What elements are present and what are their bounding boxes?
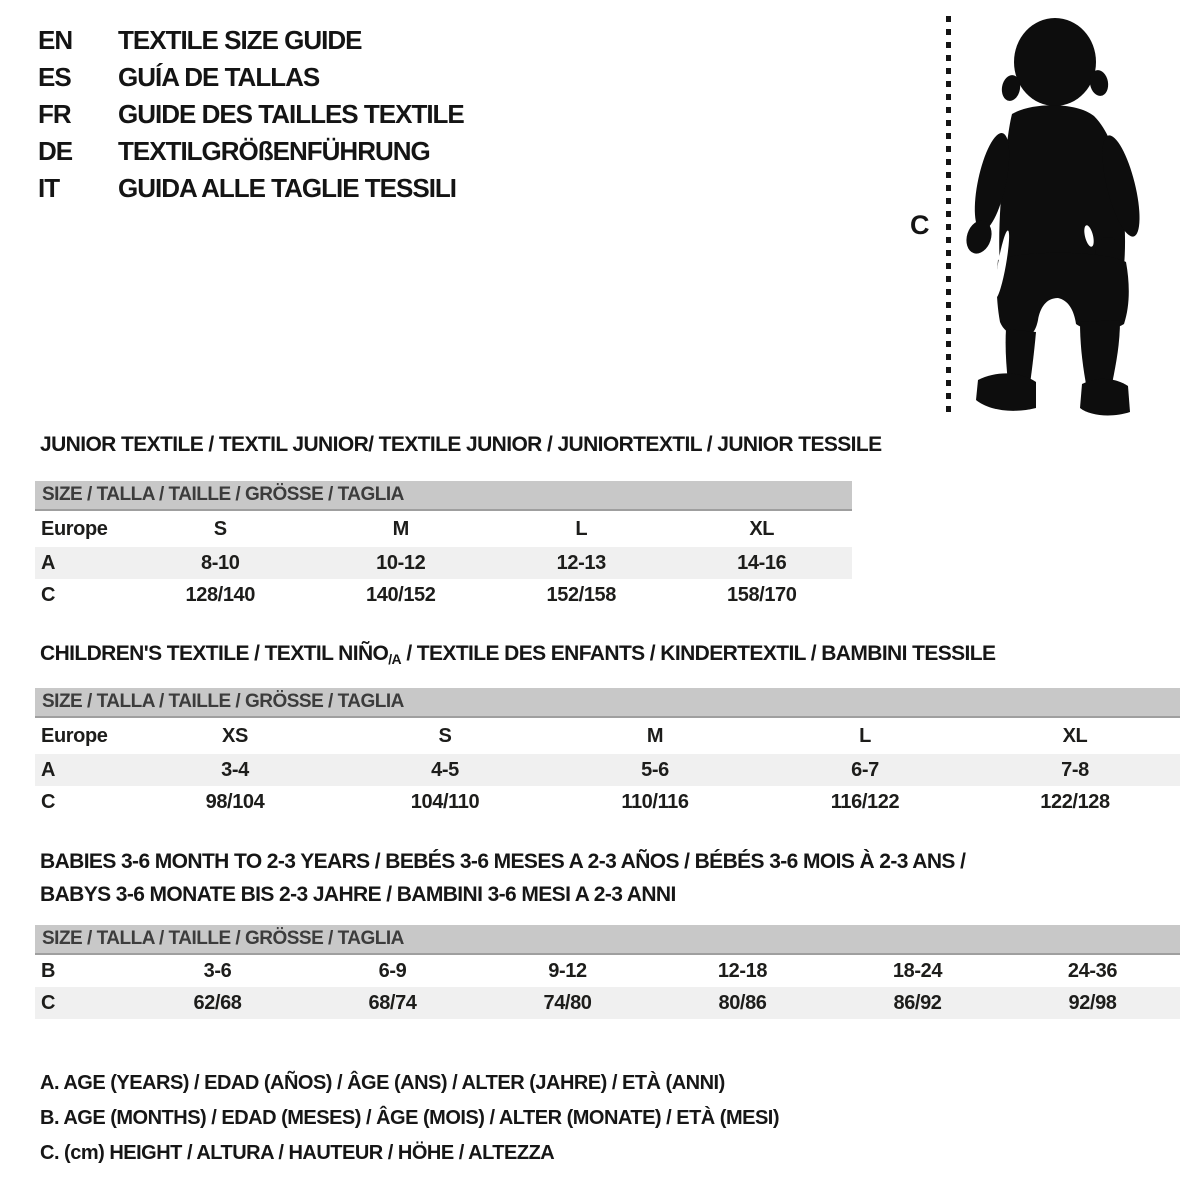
- table-row: [35, 954, 1180, 987]
- row-label: A: [35, 547, 130, 579]
- legend-line-b: B. AGE (MONTHS) / EDAD (MESES) / ÂGE (MOIS) / ALTER (MONATE) / ETÀ (MESI): [40, 1107, 780, 1129]
- height-cell: 158/170: [727, 583, 797, 606]
- lang-row-en: [38, 22, 464, 59]
- children-title-sub: /A: [388, 651, 402, 667]
- row-label: B: [41, 959, 56, 982]
- row-label: Europe: [41, 517, 108, 540]
- junior-section-title: JUNIOR TEXTILE / TEXTIL JUNIOR/ TEXTILE JUNIOR / JUNIORTEXTIL / JUNIOR TESSILE: [40, 433, 882, 456]
- babies-title-line2: BABYS 3-6 MONATE BIS 2-3 JAHRE / BAMBINI 3-6 MESI A 2-3 ANNI: [40, 883, 676, 906]
- size-cell: L: [859, 724, 871, 747]
- children-title-part2: / TEXTILE DES ENFANTS / KINDERTEXTIL / BAMBINI TESSILE: [401, 642, 996, 665]
- babies-size-table: [35, 925, 1180, 1019]
- lang-row-it: [38, 170, 464, 207]
- row-label: Europe: [41, 724, 108, 747]
- age-months-cell: 18-24: [892, 959, 943, 982]
- lang-code: DE: [38, 136, 73, 166]
- height-measure-label: C: [910, 210, 930, 240]
- table-header-row: [35, 481, 852, 510]
- language-title-list: [38, 22, 464, 207]
- babies-title-line1: BABIES 3-6 MONTH TO 2-3 YEARS / BEBÉS 3-6 MESES A 2-3 AÑOS / BÉBÉS 3-6 MOIS À 2-3 ANS /: [40, 850, 966, 873]
- children-section-title: [40, 642, 995, 667]
- table-header-row: [35, 688, 1180, 717]
- row-label: C: [35, 987, 130, 1019]
- age-cell: 5-6: [550, 754, 760, 786]
- measurement-legend: [40, 1066, 779, 1171]
- age-cell: 10-12: [311, 547, 492, 579]
- lang-code: IT: [38, 173, 60, 203]
- age-months-cell: 12-18: [717, 959, 768, 982]
- row-label: C: [41, 790, 56, 813]
- lang-title: GUIDA ALLE TAGLIE TESSILI: [118, 173, 457, 203]
- lang-title: GUIDE DES TAILLES TEXTILE: [118, 99, 464, 129]
- lang-code: ES: [38, 62, 71, 92]
- age-months-cell: 9-12: [548, 959, 587, 982]
- legend-line-a: A. AGE (YEARS) / EDAD (AÑOS) / ÂGE (ANS) / ALTER (JAHRE) / ETÀ (ANNI): [40, 1072, 725, 1094]
- lang-row-fr: [38, 96, 464, 133]
- height-cell: 62/68: [130, 987, 305, 1019]
- lang-title: TEXTILGRÖßENFÜHRUNG: [118, 136, 430, 166]
- table-row: [35, 579, 852, 611]
- table-header-row: [35, 925, 1180, 954]
- babies-section-title: [40, 845, 965, 911]
- age-cell: 12-13: [491, 547, 672, 579]
- height-cell: 104/110: [410, 790, 480, 813]
- height-cell: 128/140: [185, 583, 255, 606]
- age-months-cell: 6-9: [378, 959, 407, 982]
- toddler-silhouette-icon: [962, 14, 1152, 426]
- height-cell: 116/122: [830, 790, 900, 813]
- table-row: [35, 547, 852, 579]
- height-cell: 68/74: [305, 987, 480, 1019]
- table-row: [35, 754, 1180, 786]
- height-cell: 152/158: [546, 583, 616, 606]
- lang-code: FR: [38, 99, 71, 129]
- height-cell: 92/98: [1005, 987, 1180, 1019]
- age-cell: 6-7: [760, 754, 970, 786]
- size-cell: M: [392, 517, 409, 540]
- children-size-table: [35, 688, 1180, 818]
- size-cell: XS: [222, 724, 248, 747]
- size-cell: S: [213, 517, 227, 540]
- height-cell: 140/152: [366, 583, 436, 606]
- row-label: C: [41, 583, 56, 606]
- size-cell: XL: [1062, 724, 1088, 747]
- height-cell: 74/80: [480, 987, 655, 1019]
- height-cell: 98/104: [205, 790, 265, 813]
- table-row: [35, 987, 1180, 1019]
- legend-line-c: C. (cm) HEIGHT / ALTURA / HAUTEUR / HÖHE / ALTEZZA: [40, 1142, 555, 1164]
- height-cell: 80/86: [655, 987, 830, 1019]
- age-months-cell: 24-36: [1067, 959, 1118, 982]
- age-cell: 4-5: [340, 754, 550, 786]
- junior-size-table: [35, 481, 852, 611]
- size-cell: XL: [749, 517, 775, 540]
- height-cell: 86/92: [830, 987, 1005, 1019]
- size-header-cell: SIZE / TALLA / TAILLE / GRÖSSE / TAGLIA: [35, 688, 1180, 717]
- table-row: [35, 510, 852, 547]
- size-header-cell: SIZE / TALLA / TAILLE / GRÖSSE / TAGLIA: [35, 925, 1180, 954]
- size-cell: M: [646, 724, 664, 747]
- age-months-cell: 3-6: [203, 959, 232, 982]
- row-label: A: [35, 754, 130, 786]
- height-cell: 122/128: [1040, 790, 1110, 813]
- lang-row-de: [38, 133, 464, 170]
- lang-title: GUÍA DE TALLAS: [118, 62, 320, 92]
- children-title-part1: CHILDREN'S TEXTILE / TEXTIL NIÑO: [40, 642, 389, 665]
- lang-title: TEXTILE SIZE GUIDE: [118, 25, 362, 55]
- height-cell: 110/116: [621, 790, 689, 813]
- age-cell: 3-4: [130, 754, 340, 786]
- lang-row-es: [38, 59, 464, 96]
- table-row: [35, 717, 1180, 754]
- age-cell: 7-8: [970, 754, 1180, 786]
- height-dashed-line: [946, 16, 951, 418]
- table-row: [35, 786, 1180, 818]
- size-cell: S: [438, 724, 452, 747]
- age-cell: 14-16: [672, 547, 853, 579]
- size-header-cell: SIZE / TALLA / TAILLE / GRÖSSE / TAGLIA: [35, 481, 852, 510]
- size-cell: L: [575, 517, 588, 540]
- age-cell: 8-10: [130, 547, 311, 579]
- lang-code: EN: [38, 25, 73, 55]
